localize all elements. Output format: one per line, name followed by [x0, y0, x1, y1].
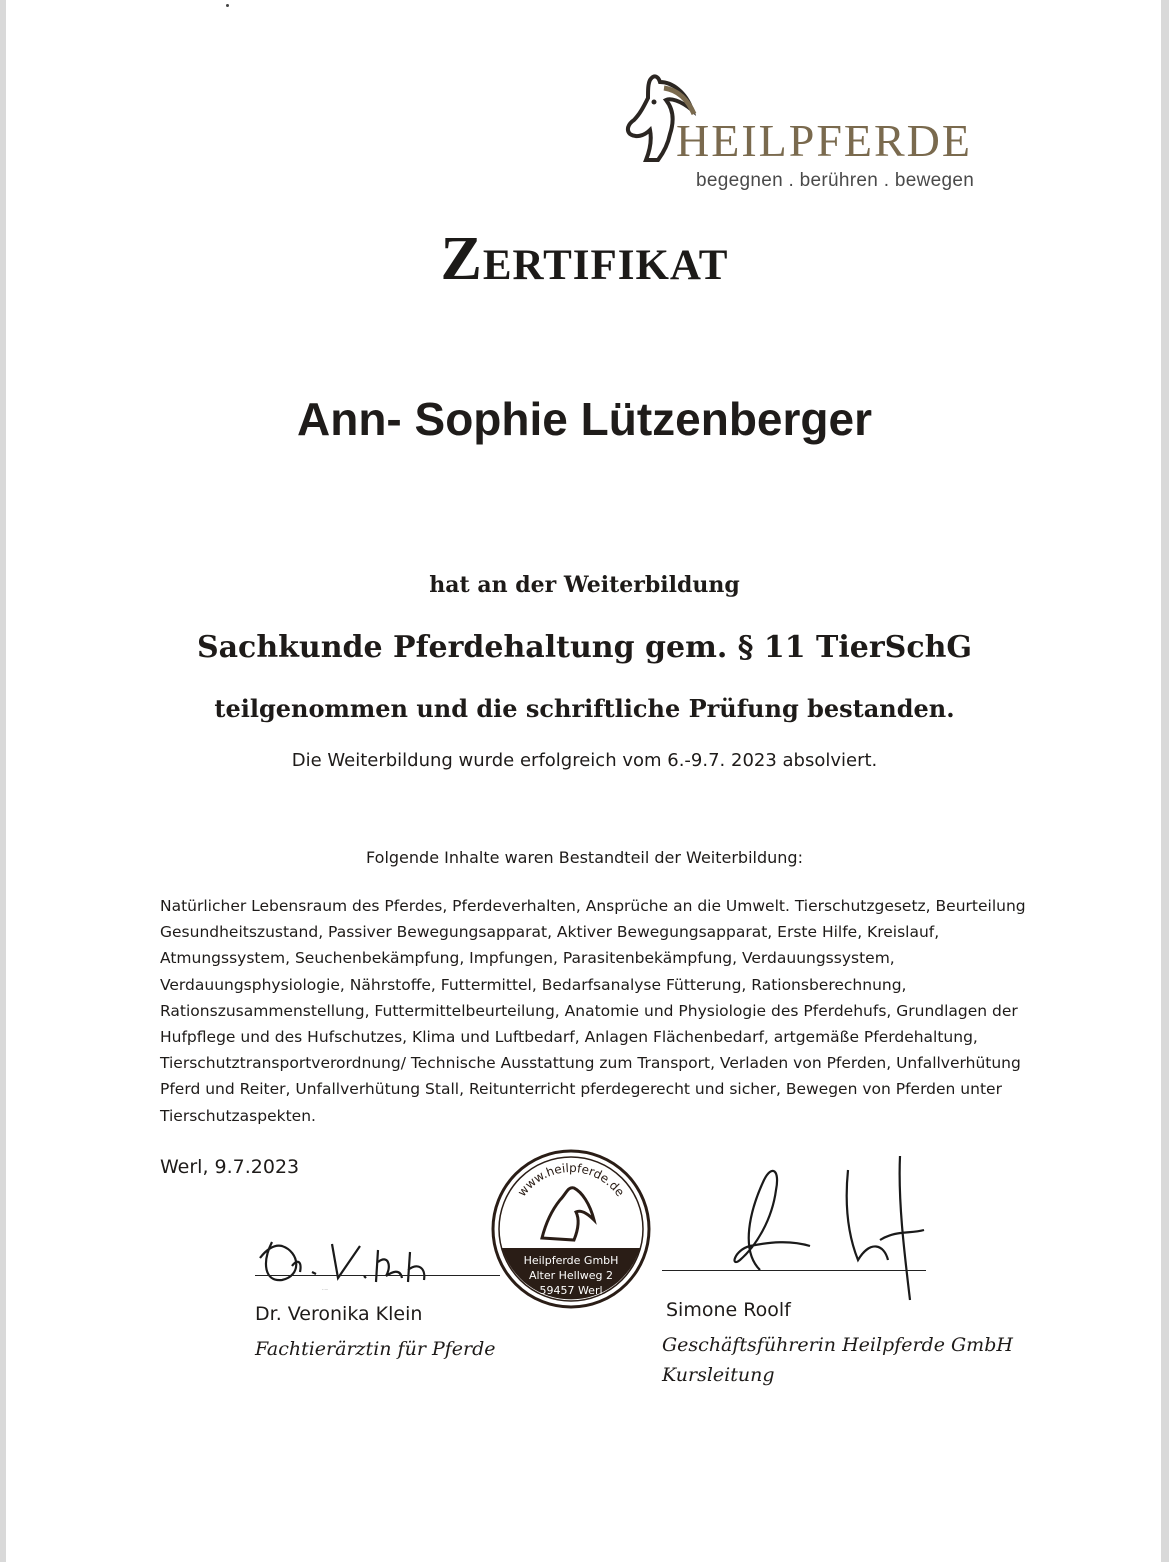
stamp-line3: 59457 Werl	[539, 1284, 603, 1297]
stamp-line1: Heilpferde GmbH	[523, 1254, 619, 1267]
signature-left-text: Dr. V. Klein	[322, 1290, 328, 1291]
logo-tagline: begegnen . berühren . bewegen	[696, 170, 975, 191]
scan-speck	[226, 4, 229, 7]
signature-left-scribble	[252, 1232, 462, 1292]
logo-wordmark: HEILPFERDE	[676, 115, 972, 166]
completion-text: Die Weiterbildung wurde erfolgreich vom 6.-9.7. 2023 absolviert.	[291, 750, 878, 771]
signature-right-role2: Kursleitung	[662, 1364, 775, 1386]
contents-paragraph: Natürlicher Lebensraum des Pferdes, Pferdeverhalten, Ansprüche an die Umwelt. Tierschutzgesetz, Beurteilung Gesundheitszustand, Passiver Bewegungsapparat, Aktiver Bewegungsapparat, Erste Hilfe, Kreislauf, Atmungssystem, Seuchenbekämpfung, Impfungen, Parasitenbekämpfung, Verdauungssystem, Verdauungsphysiologie, Nährstoffe, Futtermittel, Bedarfsanalyse Fütterung, Rationsberechnung, Rationszusammenstellung, Futtermittelbeurteilung, Anatomie und Physiologie des Pferdehufs, Grundlagen der Hufpflege und des Hufschutzes, Klima und Luftbedarf, Anlagen Flächenbedarf, artgemäße Pferdehaltung, Tierschutztransportverordnung/ Technische Ausstattung zum Transport, Verladen von Pferden, Unfallverhütung Pferd und Reiter, Unfallverhütung Stall, Reitunterricht pferdegerecht und sicher, Bewegen von Pferden unter Tierschutzaspekten.	[160, 897, 1026, 1125]
signature-right-role: Geschäftsführerin Heilpferde GmbH	[662, 1334, 1013, 1356]
intro-text: hat an der Weiterbildung	[429, 572, 740, 598]
stamp-url: www.heilpferde.de	[514, 1160, 628, 1200]
stamp-horse-icon	[542, 1188, 594, 1240]
result-text: teilgenommen und die schriftliche Prüfung bestanden.	[214, 694, 955, 723]
signature-left-role: Fachtierärztin für Pferde	[255, 1338, 496, 1360]
stamp-line2: Alter Hellweg 2	[528, 1269, 614, 1282]
signature-line-right	[662, 1270, 926, 1271]
svg-text:www.heilpferde.de	[515, 1161, 627, 1199]
page-title: Zertifikat	[440, 225, 729, 293]
place-date: Werl, 9.7.2023	[160, 1156, 300, 1178]
contents-heading: Folgende Inhalte waren Bestandteil der Weiterbildung:	[366, 848, 803, 867]
signature-left-name: Dr. Veronika Klein	[255, 1303, 423, 1325]
course-title: Sachkunde Pferdehaltung gem. § 11 TierSchG	[196, 630, 973, 665]
signature-right-scribble	[720, 1150, 930, 1310]
company-stamp	[490, 1148, 652, 1310]
signature-line-left	[255, 1275, 500, 1276]
signature-right-name: Simone Roolf	[666, 1299, 791, 1321]
recipient-name: Ann- Sophie Lützenberger	[297, 393, 872, 445]
